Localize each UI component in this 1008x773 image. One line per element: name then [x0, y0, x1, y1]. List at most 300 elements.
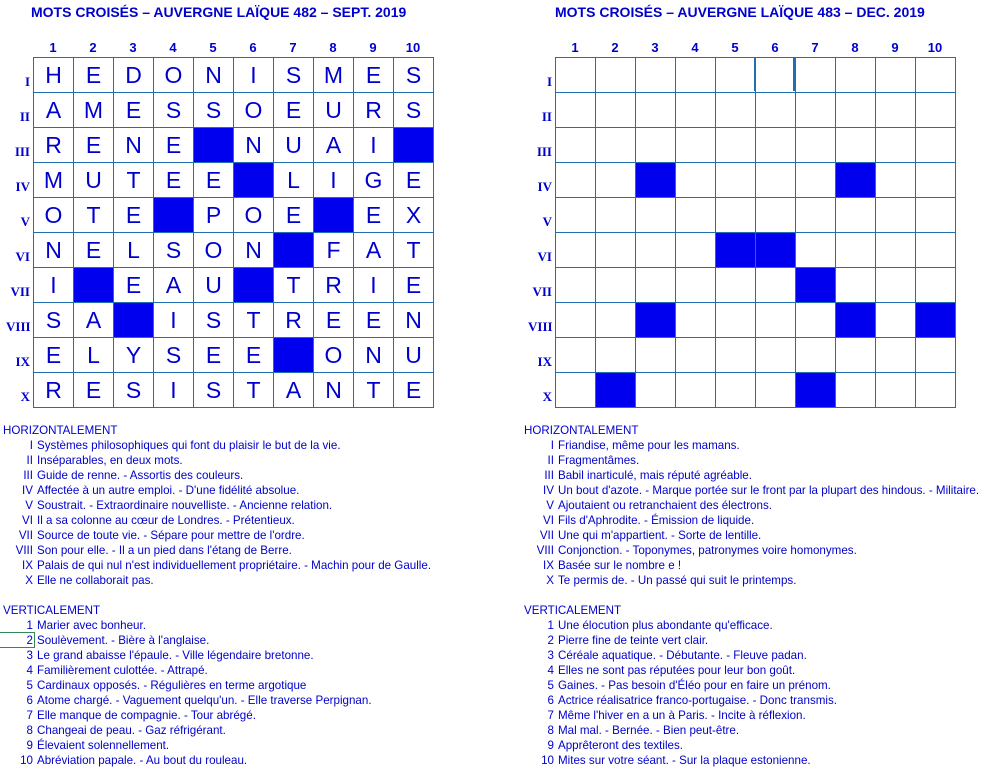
grid-cell[interactable]: M	[34, 163, 74, 198]
grid-cell[interactable]	[636, 268, 676, 303]
grid-cell[interactable]: R	[274, 303, 314, 338]
grid-cell[interactable]: T	[354, 373, 394, 408]
clue-line	[3, 558, 431, 573]
grid-cell[interactable]	[556, 198, 596, 233]
grid-cell[interactable]	[636, 128, 676, 163]
clue-text: Son pour elle. - Il a un pied dans l'étang de Berre.	[37, 544, 292, 557]
grid-cell[interactable]: S	[194, 373, 234, 408]
row-number: IX	[15, 354, 30, 369]
clue-text: Céréale aquatique. - Débutante. - Fleuve padan.	[558, 649, 807, 662]
grid-cell[interactable]: E	[234, 338, 274, 373]
clue-number: 3	[547, 649, 554, 662]
black-cell	[796, 268, 836, 303]
clue-number: VI	[22, 514, 33, 527]
grid-cell[interactable]: A	[274, 373, 314, 408]
grid-cell[interactable]: I	[154, 303, 194, 338]
column-number: 1	[49, 40, 57, 55]
grid-cell[interactable]	[556, 303, 596, 338]
grid-cell[interactable]: I	[314, 163, 354, 198]
grid-cell[interactable]: M	[314, 58, 354, 93]
clue-number: 2	[26, 634, 33, 647]
clue-number: 10	[541, 754, 554, 767]
grid-cell[interactable]	[916, 163, 956, 198]
grid-cell[interactable]	[756, 163, 796, 198]
grid-cell[interactable]	[716, 338, 756, 373]
grid-cell[interactable]	[796, 303, 836, 338]
grid-cell[interactable]: I	[34, 268, 74, 303]
grid-cell[interactable]: O	[234, 93, 274, 128]
grid-cell[interactable]: E	[354, 58, 394, 93]
grid-cell[interactable]: E	[314, 303, 354, 338]
grid-cell[interactable]	[716, 93, 756, 128]
grid-cell[interactable]: T	[234, 303, 274, 338]
grid-cell[interactable]: I	[354, 128, 394, 163]
clue-line	[524, 753, 979, 768]
column-number: 2	[89, 40, 97, 55]
clue-line	[524, 678, 979, 693]
clue-number: I	[29, 439, 33, 452]
grid-cell[interactable]: N	[314, 373, 354, 408]
grid-cell[interactable]	[676, 163, 716, 198]
grid-cell[interactable]	[916, 268, 956, 303]
grid-cell[interactable]	[876, 373, 916, 408]
clue-line	[3, 738, 431, 753]
row-number: VIII	[528, 319, 553, 334]
grid-cell[interactable]: Y	[114, 338, 154, 373]
selected-cell-indicator[interactable]	[0, 632, 35, 648]
grid-cell[interactable]: N	[234, 233, 274, 268]
black-cell	[796, 373, 836, 408]
grid-cell[interactable]: P	[194, 198, 234, 233]
grid-cell[interactable]: E	[194, 163, 234, 198]
grid-cell[interactable]	[556, 58, 596, 93]
grid-cell[interactable]: I	[234, 58, 274, 93]
grid-cell[interactable]: N	[394, 303, 434, 338]
clue-number: IV	[543, 484, 554, 497]
grid-cell[interactable]	[756, 268, 796, 303]
grid-cell[interactable]	[916, 373, 956, 408]
clue-text: Même l'hiver en a un à Paris. - Incite à réflexion.	[558, 709, 806, 722]
left-horizontal-heading: HORIZONTALEMENT	[3, 424, 118, 437]
grid-cell[interactable]	[676, 373, 716, 408]
grid-cell[interactable]: S	[194, 93, 234, 128]
grid-cell[interactable]	[876, 163, 916, 198]
column-number: 4	[691, 40, 699, 55]
grid-cell[interactable]: S	[34, 303, 74, 338]
grid-cell[interactable]	[876, 198, 916, 233]
black-cell	[716, 233, 756, 268]
grid-cell[interactable]: A	[354, 233, 394, 268]
clue-text: Mal mal. - Bernée. - Bien peut-être.	[558, 724, 740, 737]
grid-cell[interactable]	[796, 58, 836, 93]
clue-text: Elles ne sont pas réputées pour leur bon goût.	[558, 664, 796, 677]
grid-cell[interactable]	[716, 373, 756, 408]
grid-cell[interactable]: E	[114, 93, 154, 128]
row-number: X	[542, 389, 552, 404]
column-number: 10	[927, 40, 943, 55]
grid-cell[interactable]: E	[394, 373, 434, 408]
grid-cell[interactable]: N	[34, 233, 74, 268]
grid-cell[interactable]: O	[234, 198, 274, 233]
clue-line	[3, 753, 431, 768]
grid-cell[interactable]: H	[34, 58, 74, 93]
clue-text: Pierre fine de teinte vert clair.	[558, 634, 709, 647]
grid-cell[interactable]: U	[314, 93, 354, 128]
grid-cell[interactable]: I	[154, 373, 194, 408]
clue-line	[3, 573, 431, 588]
clue-line	[524, 618, 979, 633]
grid-cell[interactable]: G	[354, 163, 394, 198]
black-cell	[916, 303, 956, 338]
clue-text: Soustrait. - Extraordinaire nouvelliste. - Ancienne relation.	[37, 499, 333, 512]
black-cell	[394, 128, 434, 163]
grid-cell[interactable]: E	[394, 268, 434, 303]
clue-line	[524, 723, 979, 738]
clue-number: I	[550, 439, 554, 452]
right-puzzle-title: MOTS CROISÉS – AUVERGNE LAÏQUE 483 – DEC. 2019	[555, 4, 925, 20]
grid-cell[interactable]	[676, 128, 716, 163]
grid-cell[interactable]	[876, 303, 916, 338]
grid-cell[interactable]: E	[354, 198, 394, 233]
grid-cell[interactable]: N	[354, 338, 394, 373]
column-number: 6	[249, 40, 257, 55]
grid-cell[interactable]: U	[74, 163, 114, 198]
grid-cell[interactable]	[636, 233, 676, 268]
row-number: I	[24, 74, 30, 89]
grid-cell[interactable]	[636, 198, 676, 233]
grid-cell[interactable]: U	[394, 338, 434, 373]
grid-cell[interactable]	[756, 58, 796, 93]
black-cell	[756, 233, 796, 268]
grid-cell[interactable]	[636, 373, 676, 408]
clue-number: 5	[26, 679, 33, 692]
clue-text: Familièrement culottée. - Attrapé.	[37, 664, 208, 677]
clue-number: X	[546, 574, 554, 587]
grid-cell[interactable]	[636, 93, 676, 128]
grid-cell[interactable]	[916, 233, 956, 268]
grid-cell[interactable]	[876, 338, 916, 373]
row-number: IV	[15, 179, 30, 194]
clue-number: VI	[543, 514, 554, 527]
grid-cell[interactable]	[716, 163, 756, 198]
grid-cell[interactable]: R	[34, 128, 74, 163]
grid-cell[interactable]: A	[34, 93, 74, 128]
grid-cell[interactable]	[556, 338, 596, 373]
grid-cell[interactable]	[836, 198, 876, 233]
right-horizontal-clues	[524, 438, 979, 588]
grid-cell[interactable]: T	[274, 268, 314, 303]
grid-cell[interactable]: E	[34, 338, 74, 373]
right-vertical-clues	[524, 618, 979, 768]
grid-cell[interactable]	[716, 268, 756, 303]
grid-cell[interactable]: E	[274, 198, 314, 233]
clue-text: Le grand abaisse l'épaule. - Ville légendaire bretonne.	[37, 649, 314, 662]
grid-cell[interactable]: A	[154, 268, 194, 303]
column-number: 5	[209, 40, 217, 55]
grid-cell[interactable]: L	[114, 233, 154, 268]
grid-cell[interactable]	[596, 93, 636, 128]
grid-cell[interactable]	[556, 373, 596, 408]
grid-cell[interactable]: E	[154, 163, 194, 198]
grid-cell[interactable]	[796, 93, 836, 128]
grid-cell[interactable]: I	[354, 268, 394, 303]
grid-cell[interactable]	[596, 163, 636, 198]
clue-number: III	[23, 469, 33, 482]
right-horizontal-heading: HORIZONTALEMENT	[524, 424, 639, 437]
clue-number: 1	[547, 619, 554, 632]
column-number: 8	[851, 40, 859, 55]
grid-cell[interactable]	[596, 338, 636, 373]
clue-text: Elle manque de compagnie. - Tour abrégé.	[37, 709, 256, 722]
clue-number: 8	[547, 724, 554, 737]
column-number: 5	[731, 40, 739, 55]
grid-cell[interactable]	[676, 303, 716, 338]
grid-cell[interactable]	[756, 198, 796, 233]
clue-number: VIII	[536, 544, 554, 557]
clue-line	[524, 453, 979, 468]
clue-text: Source de toute vie. - Sépare pour mettre de l'ordre.	[37, 529, 305, 542]
grid-cell[interactable]: S	[194, 303, 234, 338]
clue-line	[3, 693, 431, 708]
grid-cell[interactable]: S	[114, 373, 154, 408]
clue-line	[524, 558, 979, 573]
row-number: III	[14, 144, 30, 159]
right-crossword-grid	[555, 57, 956, 408]
grid-cell[interactable]: T	[114, 163, 154, 198]
grid-cell[interactable]: R	[354, 93, 394, 128]
grid-cell[interactable]: R	[34, 373, 74, 408]
clue-number: IX	[543, 559, 554, 572]
grid-cell[interactable]: O	[154, 58, 194, 93]
column-number: 6	[771, 40, 779, 55]
clue-text: Affectée à un autre emploi. - D'une fidélité absolue.	[37, 484, 300, 497]
clue-text: Ajoutaient ou retranchaient des électrons.	[558, 499, 772, 512]
grid-cell[interactable]	[756, 303, 796, 338]
grid-cell[interactable]	[916, 198, 956, 233]
grid-cell[interactable]	[596, 303, 636, 338]
grid-cell[interactable]	[596, 233, 636, 268]
row-number: II	[19, 109, 30, 124]
grid-cell[interactable]	[596, 128, 636, 163]
grid-cell[interactable]: E	[354, 303, 394, 338]
grid-cell[interactable]	[676, 338, 716, 373]
grid-cell[interactable]	[716, 128, 756, 163]
grid-cell[interactable]: X	[394, 198, 434, 233]
clue-number: II	[547, 454, 554, 467]
grid-cell[interactable]	[876, 128, 916, 163]
black-cell	[154, 198, 194, 233]
grid-cell[interactable]: E	[114, 198, 154, 233]
grid-cell[interactable]	[676, 198, 716, 233]
clue-line	[3, 528, 431, 543]
grid-cell[interactable]	[836, 373, 876, 408]
grid-cell[interactable]	[836, 128, 876, 163]
grid-cell[interactable]: R	[314, 268, 354, 303]
grid-cell[interactable]: S	[154, 93, 194, 128]
grid-cell[interactable]	[876, 268, 916, 303]
grid-cell[interactable]	[796, 338, 836, 373]
black-cell	[596, 373, 636, 408]
clue-text: Systèmes philosophiques qui font du plaisir le but de la vie.	[37, 439, 341, 452]
column-number: 3	[129, 40, 137, 55]
grid-cell[interactable]	[876, 233, 916, 268]
grid-cell[interactable]	[836, 338, 876, 373]
black-cell	[636, 163, 676, 198]
grid-cell[interactable]: E	[274, 93, 314, 128]
grid-cell[interactable]	[796, 163, 836, 198]
grid-cell[interactable]: A	[74, 303, 114, 338]
black-cell	[274, 233, 314, 268]
grid-cell[interactable]	[596, 58, 636, 93]
grid-cell[interactable]	[796, 198, 836, 233]
clue-text: Un bout d'azote. - Marque portée sur le front par la plupart des hindous. - Militaire.	[558, 484, 980, 497]
grid-cell[interactable]: E	[154, 128, 194, 163]
left-clues	[3, 423, 431, 768]
grid-cell[interactable]	[756, 93, 796, 128]
grid-cell[interactable]	[836, 233, 876, 268]
grid-cell[interactable]	[916, 93, 956, 128]
clue-number: 7	[26, 709, 33, 722]
grid-cell[interactable]: L	[74, 338, 114, 373]
grid-cell[interactable]	[716, 198, 756, 233]
grid-cell[interactable]: T	[74, 198, 114, 233]
clue-line	[3, 468, 431, 483]
grid-cell[interactable]	[716, 58, 756, 93]
row-number: X	[20, 389, 30, 404]
black-cell	[194, 128, 234, 163]
row-number: VII	[532, 284, 552, 299]
grid-cell[interactable]	[676, 58, 716, 93]
column-number: 3	[651, 40, 659, 55]
clue-text: Soulèvement. - Bière à l'anglaise.	[37, 634, 210, 647]
grid-cell[interactable]	[676, 233, 716, 268]
grid-cell[interactable]: L	[274, 163, 314, 198]
clue-line	[3, 483, 431, 498]
grid-cell[interactable]	[876, 93, 916, 128]
grid-cell[interactable]: A	[314, 128, 354, 163]
clue-line	[524, 468, 979, 483]
clue-line	[524, 648, 979, 663]
grid-cell[interactable]: M	[74, 93, 114, 128]
grid-cell[interactable]: D	[114, 58, 154, 93]
grid-cell[interactable]	[876, 58, 916, 93]
black-cell	[114, 303, 154, 338]
grid-cell[interactable]: T	[394, 233, 434, 268]
grid-cell[interactable]: S	[274, 58, 314, 93]
grid-cell[interactable]: T	[234, 373, 274, 408]
grid-cell[interactable]	[756, 373, 796, 408]
clue-text: Inséparables, en deux mots.	[37, 454, 183, 467]
grid-cell[interactable]	[756, 128, 796, 163]
grid-cell[interactable]	[676, 93, 716, 128]
clue-number: II	[26, 454, 33, 467]
grid-cell[interactable]	[596, 198, 636, 233]
clue-number: IV	[22, 484, 33, 497]
clue-number: 6	[26, 694, 33, 707]
grid-cell[interactable]	[916, 338, 956, 373]
clue-text: Marier avec bonheur.	[37, 619, 146, 632]
grid-cell[interactable]	[556, 163, 596, 198]
grid-cell[interactable]: N	[114, 128, 154, 163]
grid-cell[interactable]	[556, 128, 596, 163]
grid-cell[interactable]	[596, 268, 636, 303]
clue-line	[3, 498, 431, 513]
column-number: 10	[405, 40, 421, 55]
grid-cell[interactable]	[916, 58, 956, 93]
grid-cell[interactable]: N	[194, 58, 234, 93]
grid-cell[interactable]: N	[234, 128, 274, 163]
grid-cell[interactable]	[556, 268, 596, 303]
clue-text: Mites sur votre séant. - Sur la plaque estonienne.	[558, 754, 811, 767]
grid-cell[interactable]	[756, 338, 796, 373]
clue-text: Changeai de peau. - Gaz réfrigérant.	[37, 724, 226, 737]
clue-text: Te permis de. - Un passé qui suit le printemps.	[558, 574, 797, 587]
grid-cell[interactable]: E	[74, 373, 114, 408]
grid-cell[interactable]	[716, 303, 756, 338]
clue-text: Conjonction. - Toponymes, patronymes voire homonymes.	[558, 544, 857, 557]
clue-number: III	[544, 469, 554, 482]
grid-cell[interactable]: E	[394, 163, 434, 198]
black-cell	[74, 268, 114, 303]
grid-cell[interactable]: E	[194, 338, 234, 373]
grid-cell[interactable]: E	[74, 233, 114, 268]
grid-cell[interactable]: S	[394, 93, 434, 128]
grid-cell[interactable]	[556, 233, 596, 268]
black-cell	[836, 163, 876, 198]
black-cell	[636, 303, 676, 338]
grid-cell[interactable]: O	[34, 198, 74, 233]
left-crossword-grid	[33, 57, 434, 408]
grid-cell[interactable]	[836, 58, 876, 93]
grid-cell[interactable]: S	[394, 58, 434, 93]
grid-cell[interactable]: O	[194, 233, 234, 268]
clue-text: Fils d'Aphrodite. - Émission de liquide.	[558, 514, 755, 527]
grid-cell[interactable]	[796, 128, 836, 163]
grid-cell[interactable]	[636, 58, 676, 93]
clue-line	[524, 513, 979, 528]
grid-cell[interactable]: S	[154, 338, 194, 373]
grid-cell[interactable]: E	[74, 128, 114, 163]
text-cursor-mark	[754, 58, 756, 91]
grid-cell[interactable]: U	[274, 128, 314, 163]
grid-cell[interactable]	[796, 233, 836, 268]
clue-number: IX	[22, 559, 33, 572]
clue-text: Élevaient solennellement.	[37, 739, 170, 752]
clue-number: 3	[26, 649, 33, 662]
grid-cell[interactable]: U	[194, 268, 234, 303]
clue-line	[524, 528, 979, 543]
grid-cell[interactable]: S	[154, 233, 194, 268]
clue-text: Une qui m'appartient. - Sorte de lentille.	[558, 529, 762, 542]
grid-cell[interactable]	[916, 128, 956, 163]
grid-cell[interactable]: E	[114, 268, 154, 303]
clue-text: Cardinaux opposés. - Régulières en terme argotique	[37, 679, 307, 692]
grid-cell[interactable]	[636, 338, 676, 373]
grid-cell[interactable]	[556, 93, 596, 128]
clue-line	[3, 633, 431, 648]
grid-cell[interactable]: F	[314, 233, 354, 268]
clue-line	[3, 453, 431, 468]
grid-cell[interactable]: O	[314, 338, 354, 373]
clue-number: 9	[26, 739, 33, 752]
right-clues	[524, 423, 979, 768]
grid-cell[interactable]	[836, 268, 876, 303]
left-vertical-heading: VERTICALEMENT	[3, 604, 101, 617]
grid-cell[interactable]	[676, 268, 716, 303]
clue-text: Fragmentâmes.	[558, 454, 640, 467]
grid-cell[interactable]: E	[74, 58, 114, 93]
grid-cell[interactable]	[836, 93, 876, 128]
